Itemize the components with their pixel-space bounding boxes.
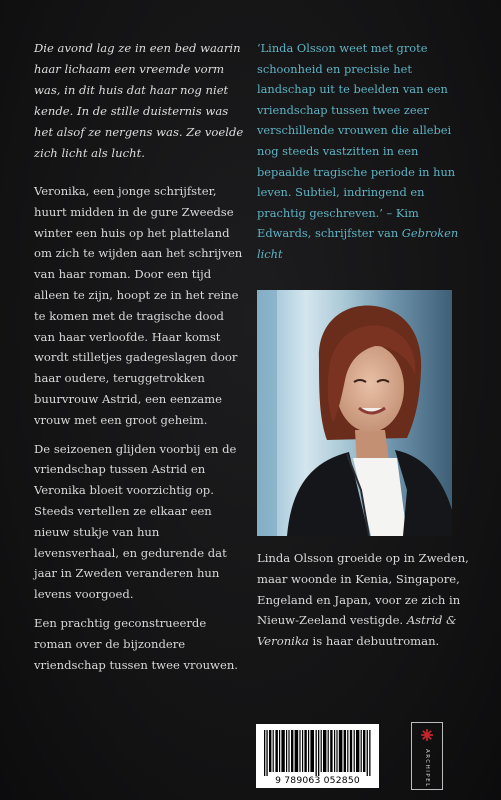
synopsis-paragraph-1: Veronika, een jonge schrijfster, huurt midden in de gure Zweedse winter een huis op het platteland om zich te wijden aan het schrijven van haar roman. Door een tijd alleen te zijn, hoopt ze in het reine te komen met de tragische dood van haar verloofde. Haar komst wordt stilletjes gadegeslagen door haar oudere, teruggetrokken buurvrouw Astrid, een eenzame vrouw met een groot geheim. bbox=[34, 184, 243, 427]
author-bio-end: is haar debuutroman. bbox=[312, 634, 440, 649]
publisher-logo bbox=[411, 722, 443, 790]
author-bio-text: Linda Olsson groeide op in Zweden, maar woonde in Kenia, Singapore, Engeland en Japan, voor ze zich in Nieuw-Zeeland vestigde. bbox=[257, 551, 469, 628]
red-star-icon bbox=[421, 729, 433, 741]
right-column bbox=[257, 38, 469, 265]
synopsis-paragraph-2: De seizoenen glijden voorbij en de vriendschap tussen Astrid en Veronika bloeit voorzichtig op. Steeds vertellen ze elkaar een nieuw stukje van hun levensverhaal, en gedurende dat jaar in Zweden veranderen hun levens voorgoed. bbox=[34, 441, 237, 602]
left-column bbox=[34, 38, 246, 675]
intro-excerpt: Die avond lag ze in een bed waarin haar lichaam een vreemde vorm was, in dit huis dat haar nog niet kende. In de stille duisternis was het alsof ze nergens was. Ze voelde zich licht als lucht. bbox=[34, 41, 244, 160]
review-quote-text: ‘Linda Olsson weet met grote schoonheid en precisie het landschap uit te beelden van een vriendschap tussen twee zeer verschillende vrouwen die allebei nog steeds vastzitten in een bepaalde tragische periode in hun leven. Subtiel, indringend en prachtig geschreven.’ – Kim Edwards, schrijfster van bbox=[257, 41, 456, 241]
review-quote-book-title: Gebroken licht bbox=[257, 226, 459, 261]
review-quote bbox=[257, 38, 469, 265]
author-bio bbox=[257, 548, 469, 652]
isbn-number: 9 789063 052850 bbox=[275, 775, 360, 786]
isbn-barcode bbox=[256, 724, 379, 788]
publisher-name: ARCHIPEL bbox=[424, 749, 430, 788]
author-bio-book-title: Astrid & Veronika bbox=[257, 613, 457, 649]
synopsis-paragraph-3: Een prachtig geconstrueerde roman over de bijzondere vriendschap tussen twee vrouwen. bbox=[34, 615, 238, 672]
author-photo bbox=[257, 290, 452, 536]
